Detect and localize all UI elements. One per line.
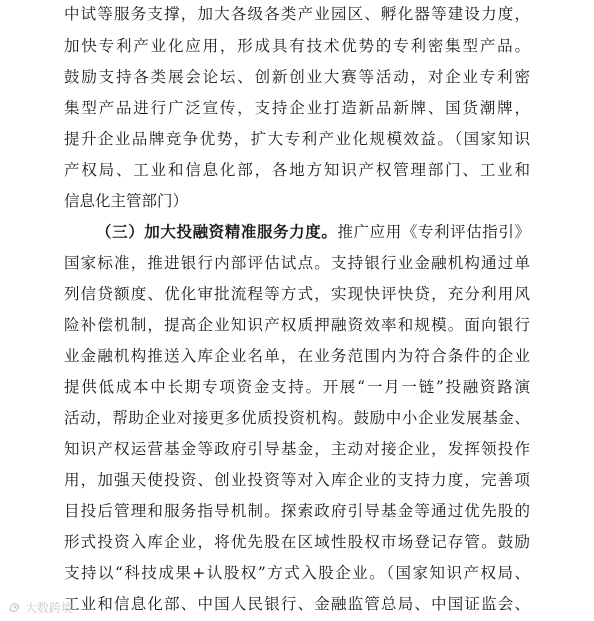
section-heading-rest: 推广应用《专利评估指引》 (337, 223, 530, 241)
text-line: 加快专利产业化应用，形成具有技术优势的专利密集型产品。 (64, 37, 530, 55)
section-heading: （三）加大投融资精准服务力度。 (96, 222, 338, 241)
text-line: 用，加强天使投资、创业投资等对入库企业的支持力度，完善项 (64, 471, 530, 489)
watermark (8, 597, 73, 617)
text-line: 业金融机构推送入库企业名单，在业务范围内为符合条件的企业 (64, 347, 530, 365)
text-line: 中试等服务支撑，加大各级各类产业园区、孵化器等建设力度， (64, 5, 530, 23)
watermark-logo-icon (8, 600, 22, 614)
text-line: 支持以“科技成果+认股权”方式入股企业。（国家知识产权局、 (64, 564, 530, 582)
text-line: 提供低成本中长期专项资金支持。开展“一月一链”投融资路演 (64, 378, 530, 396)
text-line: 列信贷额度、优化审批流程等方式，实现快评快贷，充分利用风 (64, 285, 530, 303)
text-line: 形式投资入库企业，将优先股在区域性股权市场登记存管。鼓励 (64, 533, 530, 551)
text-line: 工业和信息化部、中国人民银行、金融监管总局、中国证监会、 (64, 595, 530, 613)
text-line: 险补偿机制，提高企业知识产权质押融资效率和规模。面向银行 (64, 316, 530, 334)
text-line: 信息化主管部门） (64, 192, 189, 210)
text-line: 活动，帮助企业对接更多优质投资机构。鼓励中小企业发展基金、 (64, 409, 530, 427)
text-line: 产权局、工业和信息化部，各地方知识产权管理部门、工业和 (64, 161, 530, 179)
text-line: 集型产品进行广泛宣传，支持企业打造新品新牌、国货潮牌， (64, 99, 530, 117)
text-line: 国家标准，推进银行内部评估试点。支持银行业金融机构通过单 (64, 254, 530, 272)
text-line: 知识产权运营基金等政府引导基金，主动对接企业，发挥领投作 (64, 440, 530, 458)
watermark-text: 大数跨境 (25, 600, 74, 615)
text-line: 提升企业品牌竞争优势，扩大专利产业化规模效益。（国家知识 (64, 130, 530, 148)
text-line: 目投后管理和服务指导机制。探索政府引导基金等通过优先股的 (64, 502, 530, 520)
section-heading-line (96, 218, 530, 246)
text-line: 鼓励支持各类展会论坛、创新创业大赛等活动，对企业专利密 (64, 68, 530, 86)
